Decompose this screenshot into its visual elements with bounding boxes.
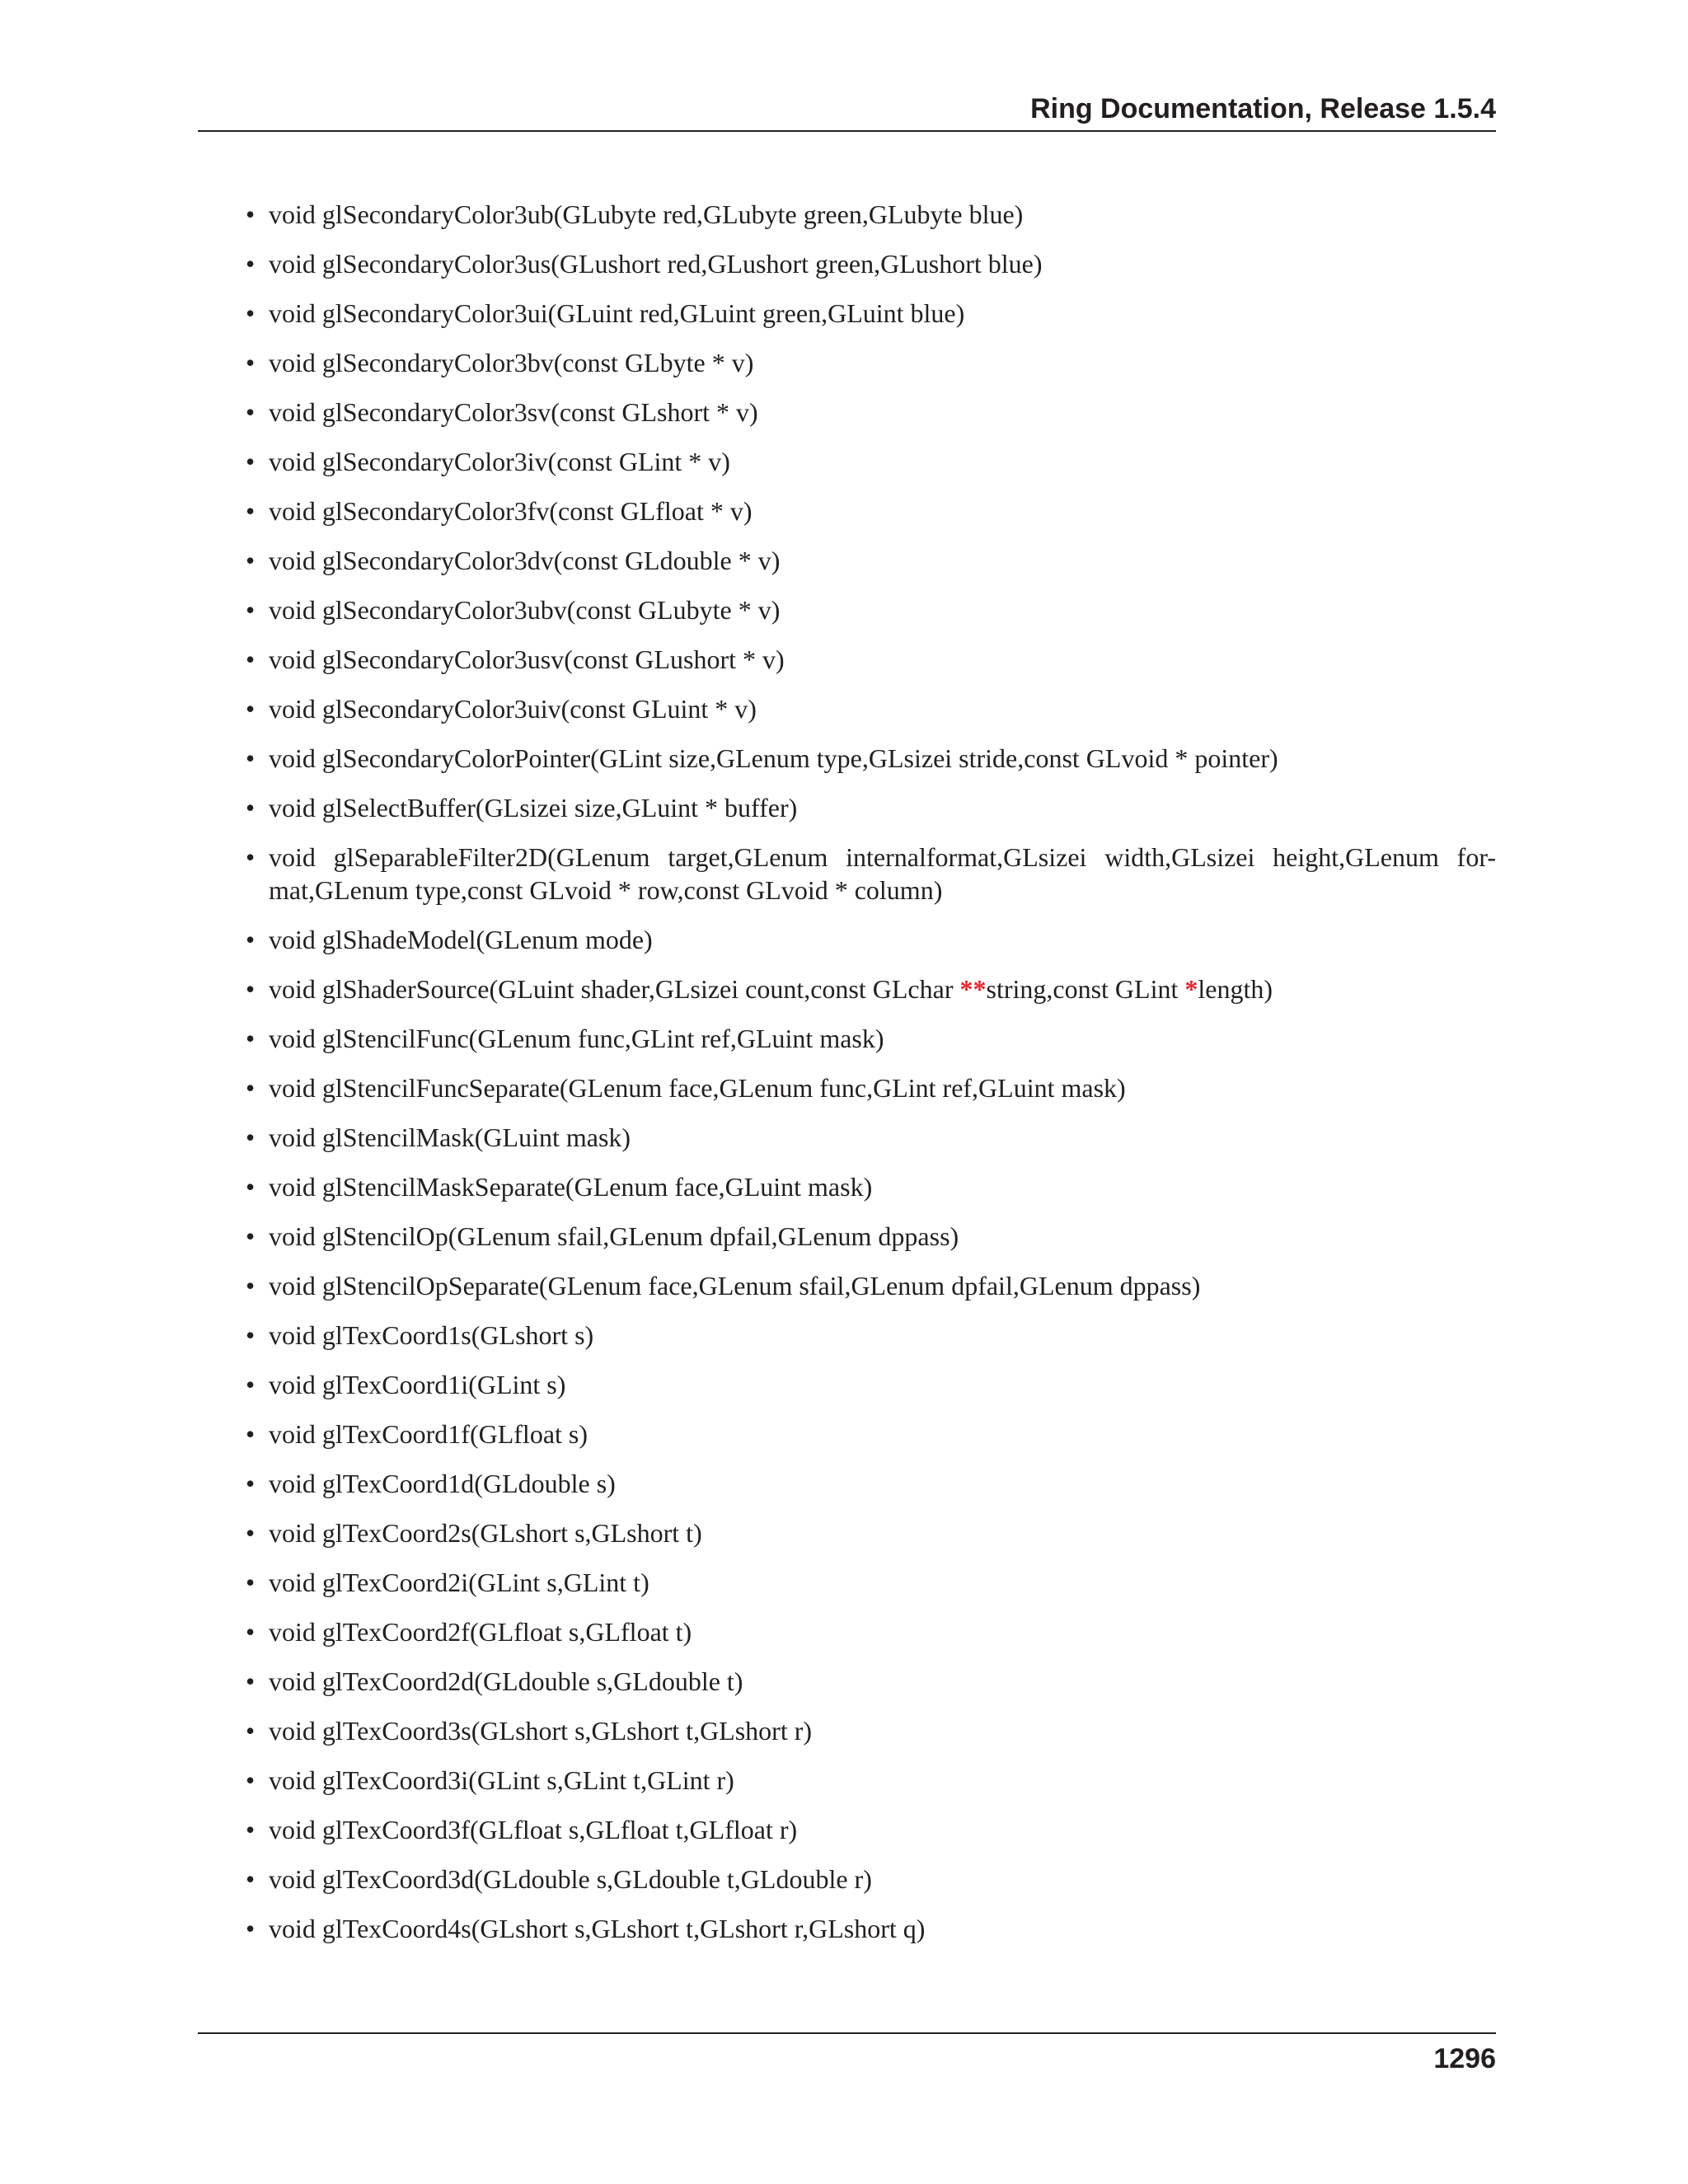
function-signature: void glTexCoord2s(GLshort s,GLshort t) bbox=[269, 1518, 702, 1548]
function-signature: void glStencilMaskSeparate(GLenum face,GLuint mask) bbox=[269, 1172, 873, 1202]
list-item bbox=[198, 923, 1496, 956]
list-item bbox=[198, 1368, 1496, 1401]
bullet-icon: • bbox=[246, 1271, 256, 1301]
list-item bbox=[198, 1665, 1496, 1698]
function-signature: void glSeparableFilter2D(GLenum target,GLenum internalformat,GLsizei width,GLsizei height,GLenum for-mat,GLenum type,const GLvoid * row,const GLvoid * column) bbox=[269, 842, 1496, 905]
list-item bbox=[198, 841, 1496, 907]
function-list bbox=[198, 198, 1496, 1961]
list-item bbox=[198, 247, 1496, 280]
list-item bbox=[198, 692, 1496, 725]
function-signature: void glTexCoord2f(GLfloat s,GLfloat t) bbox=[269, 1617, 692, 1647]
list-item bbox=[198, 1714, 1496, 1747]
document-title: Ring Documentation, Release 1.5.4 bbox=[1030, 93, 1496, 124]
bullet-icon: • bbox=[246, 644, 256, 674]
bullet-icon: • bbox=[246, 348, 256, 377]
bullet-icon: • bbox=[246, 1518, 256, 1548]
list-item bbox=[198, 1912, 1496, 1945]
bullet-icon: • bbox=[246, 298, 256, 328]
list-item bbox=[198, 1022, 1496, 1055]
list-item bbox=[198, 1566, 1496, 1599]
list-item bbox=[198, 742, 1496, 775]
emphasis-marker: ** bbox=[959, 974, 987, 1004]
function-signature: void glSecondaryColor3us(GLushort red,GLushort green,GLushort blue) bbox=[269, 249, 1043, 279]
bullet-icon: • bbox=[246, 1864, 256, 1894]
function-signature: void glStencilOp(GLenum sfail,GLenum dpfail,GLenum dppass) bbox=[269, 1221, 959, 1251]
function-signature: void glSecondaryColor3ui(GLuint red,GLuint green,GLuint blue) bbox=[269, 298, 965, 328]
list-item bbox=[198, 1813, 1496, 1846]
function-signature: void glTexCoord3i(GLint s,GLint t,GLint r) bbox=[269, 1765, 734, 1795]
list-item bbox=[198, 396, 1496, 429]
bullet-icon: • bbox=[246, 974, 256, 1004]
function-signature: void glSecondaryColor3ubv(const GLubyte * v) bbox=[269, 595, 781, 625]
function-signature: void glTexCoord1d(GLdouble s) bbox=[269, 1469, 616, 1498]
bullet-icon: • bbox=[246, 1370, 256, 1399]
function-signature: void glSecondaryColor3ub(GLubyte red,GLubyte green,GLubyte blue) bbox=[269, 199, 1024, 229]
list-item bbox=[198, 1319, 1496, 1352]
bullet-icon: • bbox=[246, 249, 256, 279]
list-item bbox=[198, 1418, 1496, 1451]
function-signature: void glStencilFunc(GLenum func,GLint ref,GLuint mask) bbox=[269, 1024, 884, 1053]
bullet-icon: • bbox=[246, 397, 256, 427]
bullet-icon: • bbox=[246, 1469, 256, 1498]
function-signature: void glStencilMask(GLuint mask) bbox=[269, 1122, 631, 1152]
list-item bbox=[198, 1863, 1496, 1896]
page-footer bbox=[198, 2032, 1496, 2092]
function-signature: void glTexCoord2i(GLint s,GLint t) bbox=[269, 1568, 649, 1597]
function-signature: void glTexCoord1s(GLshort s) bbox=[269, 1320, 594, 1350]
page-header bbox=[198, 89, 1496, 132]
list-item bbox=[198, 1516, 1496, 1549]
bullet-icon: • bbox=[246, 793, 256, 823]
list-item bbox=[198, 494, 1496, 527]
bullet-icon: • bbox=[246, 743, 256, 773]
function-signature bbox=[269, 974, 1273, 1004]
signature-text: length) bbox=[1198, 974, 1273, 1004]
function-signature: void glSecondaryColor3dv(const GLdouble * v) bbox=[269, 546, 781, 575]
function-signature: void glSelectBuffer(GLsizei size,GLuint * buffer) bbox=[269, 793, 798, 823]
list-item bbox=[198, 1269, 1496, 1302]
list-item bbox=[198, 1615, 1496, 1648]
bullet-icon: • bbox=[246, 694, 256, 724]
list-item bbox=[198, 593, 1496, 626]
function-signature: void glTexCoord2d(GLdouble s,GLdouble t) bbox=[269, 1666, 743, 1696]
list-item bbox=[198, 544, 1496, 577]
list-item bbox=[198, 445, 1496, 478]
function-signature: void glTexCoord1i(GLint s) bbox=[269, 1370, 566, 1399]
bullet-icon: • bbox=[246, 1765, 256, 1795]
bullet-icon: • bbox=[246, 1024, 256, 1053]
list-item bbox=[198, 198, 1496, 231]
bullet-icon: • bbox=[246, 1320, 256, 1350]
bullet-icon: • bbox=[246, 1716, 256, 1746]
function-signature: void glSecondaryColor3iv(const GLint * v) bbox=[269, 447, 730, 476]
function-signature: void glTexCoord3d(GLdouble s,GLdouble t,GLdouble r) bbox=[269, 1864, 872, 1894]
bullet-icon: • bbox=[246, 496, 256, 526]
bullet-icon: • bbox=[246, 1617, 256, 1647]
list-item bbox=[198, 346, 1496, 379]
function-signature: void glStencilFuncSeparate(GLenum face,GLenum func,GLint ref,GLuint mask) bbox=[269, 1073, 1126, 1103]
list-item bbox=[198, 1764, 1496, 1797]
function-signature: void glTexCoord4s(GLshort s,GLshort t,GLshort r,GLshort q) bbox=[269, 1914, 926, 1943]
function-signature: void glTexCoord1f(GLfloat s) bbox=[269, 1419, 588, 1449]
bullet-icon: • bbox=[246, 595, 256, 625]
signature-text: string,const GLint bbox=[986, 974, 1185, 1004]
bullet-icon: • bbox=[246, 925, 256, 954]
function-signature: void glTexCoord3s(GLshort s,GLshort t,GLshort r) bbox=[269, 1716, 813, 1746]
list-item bbox=[198, 297, 1496, 330]
list-item bbox=[198, 791, 1496, 824]
bullet-icon: • bbox=[246, 1073, 256, 1103]
list-item bbox=[198, 643, 1496, 676]
bullet-icon: • bbox=[246, 1172, 256, 1202]
bullet-icon: • bbox=[246, 1914, 256, 1943]
list-item bbox=[198, 1220, 1496, 1253]
bullet-icon: • bbox=[246, 546, 256, 575]
bullet-icon: • bbox=[246, 1815, 256, 1844]
function-signature: void glSecondaryColorPointer(GLint size,GLenum type,GLsizei stride,const GLvoid * pointer) bbox=[269, 743, 1278, 773]
bullet-icon: • bbox=[246, 1568, 256, 1597]
bullet-icon: • bbox=[246, 1419, 256, 1449]
list-item bbox=[198, 1170, 1496, 1203]
function-signature: void glSecondaryColor3fv(const GLfloat * v) bbox=[269, 496, 753, 526]
page-number: 1296 bbox=[1433, 2043, 1496, 2074]
signature-text: void glShaderSource(GLuint shader,GLsizei count,const GLchar bbox=[269, 974, 960, 1004]
list-item bbox=[198, 1071, 1496, 1104]
bullet-icon: • bbox=[246, 1122, 256, 1152]
list-item bbox=[198, 972, 1496, 1005]
function-signature: void glSecondaryColor3sv(const GLshort * v) bbox=[269, 397, 758, 427]
list-item bbox=[198, 1121, 1496, 1154]
function-signature: void glSecondaryColor3bv(const GLbyte * v) bbox=[269, 348, 754, 377]
bullet-icon: • bbox=[246, 447, 256, 476]
function-signature: void glSecondaryColor3usv(const GLushort * v) bbox=[269, 644, 785, 674]
function-signature: void glTexCoord3f(GLfloat s,GLfloat t,GLfloat r) bbox=[269, 1815, 798, 1844]
function-signature: void glSecondaryColor3uiv(const GLuint * v) bbox=[269, 694, 757, 724]
bullet-icon: • bbox=[246, 842, 256, 872]
emphasis-marker: * bbox=[1184, 974, 1198, 1004]
bullet-icon: • bbox=[246, 199, 256, 229]
list-item bbox=[198, 1467, 1496, 1500]
bullet-icon: • bbox=[246, 1221, 256, 1251]
function-signature: void glStencilOpSeparate(GLenum face,GLenum sfail,GLenum dpfail,GLenum dppass) bbox=[269, 1271, 1201, 1301]
bullet-icon: • bbox=[246, 1666, 256, 1696]
function-signature: void glShadeModel(GLenum mode) bbox=[269, 925, 653, 954]
